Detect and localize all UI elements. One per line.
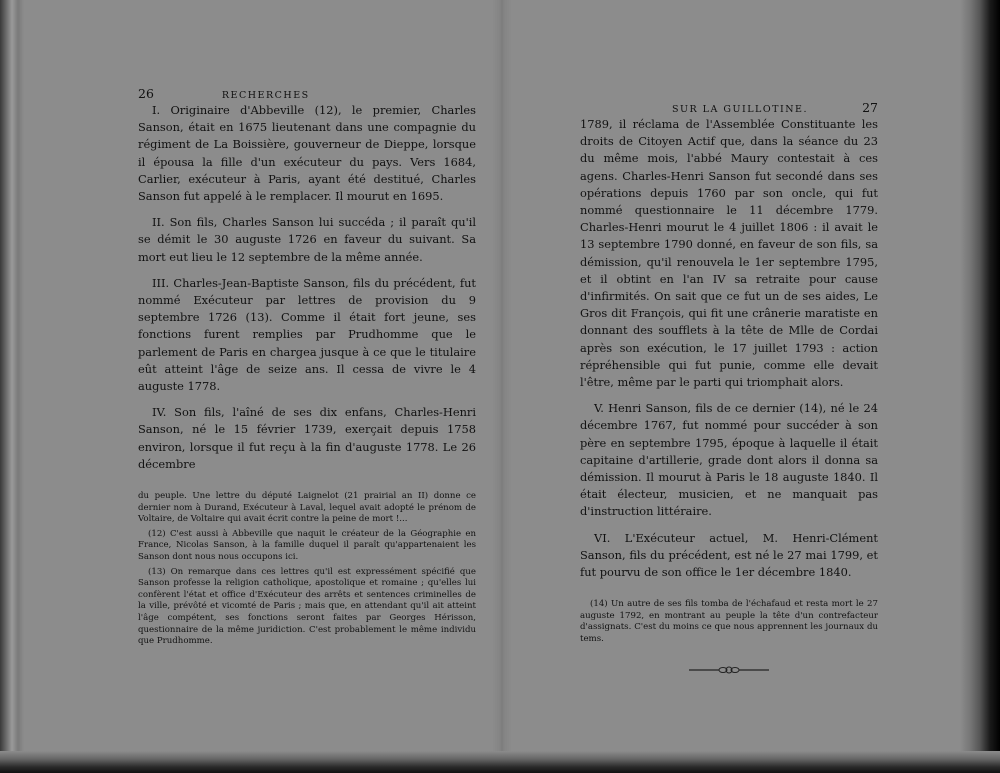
book-gutter xyxy=(492,0,512,773)
footnote: (14) Un autre de ses fils tomba de l'échafaud et resta mort le 27 auguste 1792, en montrant au peuple la tête d'un contrefacteur d'assignats. C'est du moins ce que nous apprennent les journaux du tems. xyxy=(580,599,878,645)
footnote: (13) On remarque dans ces lettres qu'il est expressément spécifié que Sanson professe la religion catholique, apostolique et romaine ; qu'elles lui confèrent l'état et office d'Exécuteur des arrêts et sentences criminelles de la ville, prévôté et vicomté de Paris ; mais que, en attendant qu'il ait atteint l'âge compétent, ses fonctions seront faites par Georges Hérisson, questionnaire de la même juridiction. C'est probablement le même individu que Prudhomme. xyxy=(138,566,476,647)
left-page-edge xyxy=(0,0,24,773)
left-footnotes xyxy=(138,491,476,648)
footnote: (12) C'est aussi à Abbeville que naquit le créateur de la Géographie en France, Nicolas Sanson, à la famille duquel il paraît qu'appartenaient les Sanson dont nous nous occupons ici. xyxy=(138,528,476,563)
right-footnotes xyxy=(580,599,878,645)
left-running-head xyxy=(138,86,476,102)
left-page-number: 26 xyxy=(138,86,154,101)
paragraph: IV. Son fils, l'aîné de ses dix enfans, Charles-Henri Sanson, né le 15 février 1739, exerçait depuis 1758 environ, lorsque il fut reçu à la fin d'auguste 1778. Le 26 décembre xyxy=(138,405,476,471)
right-page-number: 27 xyxy=(862,100,878,115)
right-running-title: SUR LA GUILLOTINE. xyxy=(672,104,808,115)
right-page-edge xyxy=(960,0,1000,773)
paragraph: VI. L'Exécuteur actuel, M. Henri-Clément Sanson, fils du précédent, est né le 27 mai 1799, et fut pourvu de son office le 1er décembre 1840. xyxy=(580,530,878,580)
paragraph: I. Originaire d'Abbeville (12), le premier, Charles Sanson, était en 1675 lieutenant dans une compagnie du régiment de La Boissière, gouverneur de Dieppe, lorsque il épousa la fille d'un exécuteur du pays. Vers 1684, Carlier, exécuteur à Paris, ayant été destitué, Charles Sanson fut appelé à le remplacer. Il mourut en 1695. xyxy=(138,103,476,204)
tailpiece-ornament-icon xyxy=(689,666,769,674)
left-page xyxy=(138,86,476,651)
left-body-text xyxy=(138,102,476,473)
right-body-text xyxy=(580,116,878,581)
left-running-title: RECHERCHES xyxy=(221,90,310,101)
bottom-page-edge xyxy=(0,751,1000,773)
footnote: du peuple. Une lettre du député Laignelot (21 prairial an II) donne ce dernier nom à Durand, Exécuteur à Laval, lequel avait adopté le prénom de Voltaire, de Voltaire qui avait écrit contre la peine de mort !... xyxy=(138,491,476,525)
paragraph: V. Henri Sanson, fils de ce dernier (14), né le 24 décembre 1767, fut nommé pour succéder à son père en septembre 1795, époque à laquelle il était capitaine d'artillerie, grade dont alors il donna sa démission. Il mourut à Paris le 18 auguste 1840. Il était électeur, musicien, et ne manquait pas d'instruction littéraire. xyxy=(580,401,878,519)
paragraph: 1789, il réclama de l'Assemblée Constituante les droits de Citoyen Actif que, dans la séance du 23 du même mois, l'abbé Maury contestait à ces agens. Charles-Henri Sanson fut secondé dans ses opérations depuis 1760 par son oncle, qui fut nommé questionnaire le 11 décembre 1779. Charles-Henri mourut le 4 juillet 1806 : il avait le 13 septembre 1790 donné, en faveur de son fils, sa démission, qu'il renouvela le 1er septembre 1795, et il obtint en l'an IV sa retraite pour cause d'infirmités. On sait que ce fut un de ses aides, Le Gros dit François, qui fit une crânerie maratiste en donnant des soufflets à la tête de Mlle de Cordai après son exécution, le 17 juillet 1793 : action répréhensible qui fut punie, comme elle devait l'être, même par le parti qui triomphait alors. xyxy=(580,117,878,390)
paragraph: II. Son fils, Charles Sanson lui succéda ; il paraît qu'il se démit le 30 auguste 1726 en faveur du suivant. Sa mort eut lieu le 12 septembre de la même année. xyxy=(138,215,476,264)
right-page xyxy=(580,100,878,674)
right-running-head xyxy=(580,100,878,116)
paragraph: III. Charles-Jean-Baptiste Sanson, fils du précédent, fut nommé Exécuteur par lettres de provision du 9 septembre 1726 (13). Comme il était fort jeune, ses fonctions furent remplies par Prudhomme que le parlement de Paris en chargea jusque à ce que le titulaire eût atteint l'âge de seize ans. Il cessa de vivre le 4 auguste 1778. xyxy=(138,275,476,394)
